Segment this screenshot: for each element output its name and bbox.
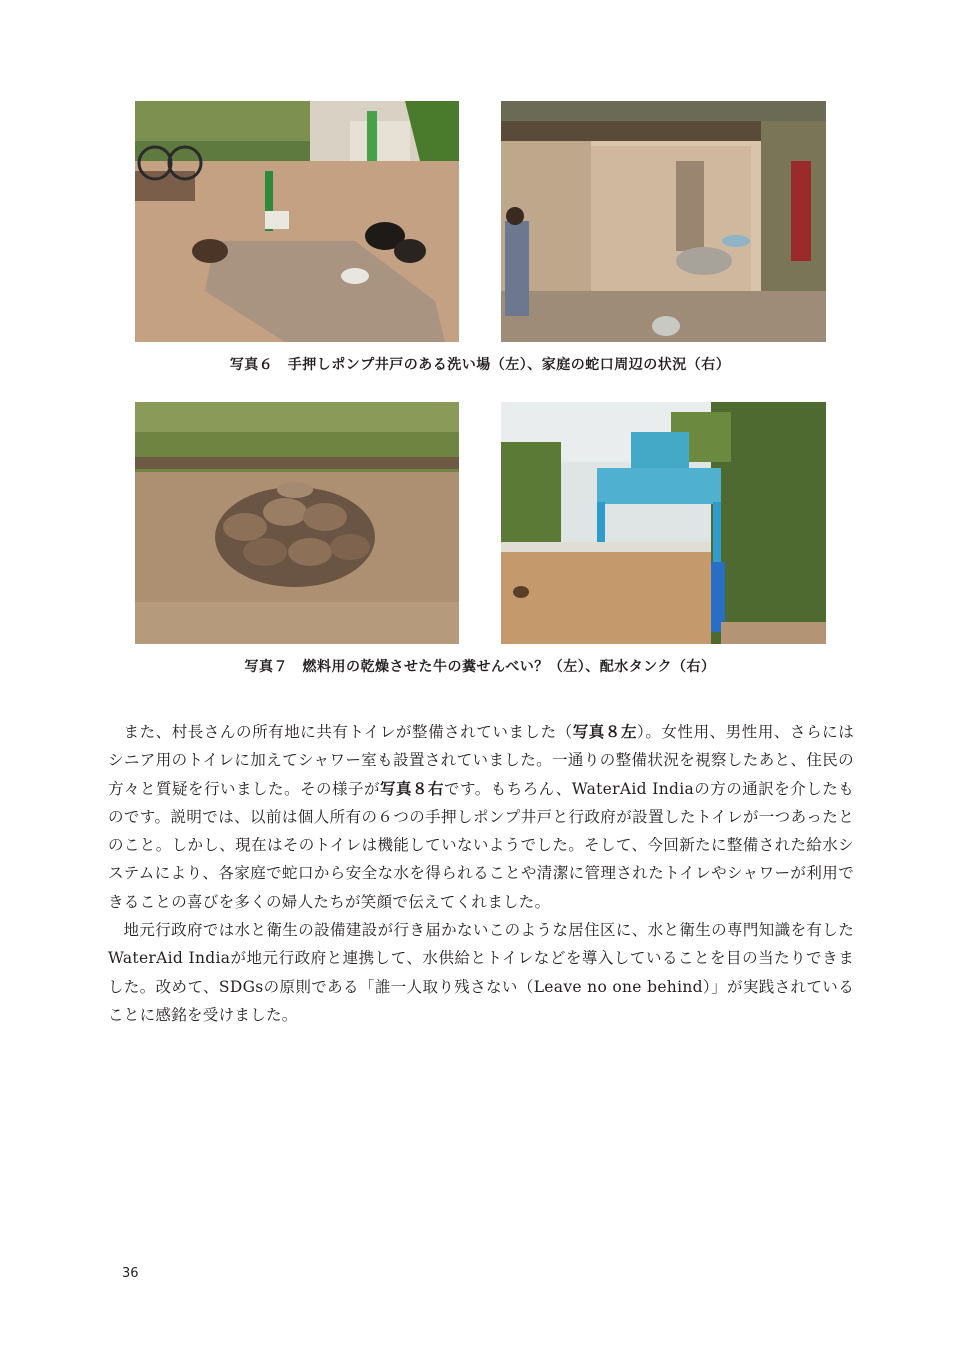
- body-text: [108, 718, 854, 1029]
- photo-6-left: [135, 101, 459, 342]
- figure-7-caption: 写真７ 燃料用の乾燥させた牛の糞せんべい？（左）、配水タンク（右）: [244, 659, 716, 675]
- photo-8-left-reference: 写真８左: [572, 723, 638, 741]
- paragraph-1: また、村長さんの所有地に共有トイレが整備されていました（写真８左）。女性用、男性用、さらにはシニア用のトイレに加えてシャワー室も設置されていました。一通りの整備状況を視察したあと、住民の方々と質疑を行いました。その様子が写真８右です。もちろん、WaterAid Indiaの方の通訳を介したものです。説明では、以前は個人所有の６つの手押しポンプ井戸と行政府が設置したトイレが一つあったとのこと。しかし、現在はそのトイレは機能していないようでした。そして、今回新たに整備された給水システムにより、各家庭で蛇口から安全な水を得られることや清潔に管理されたトイレやシャワーが利用できることの喜びを多くの婦人たちが笑顔で伝えてくれました。: [108, 723, 855, 911]
- photo-8-right-reference: 写真８右: [380, 779, 445, 798]
- photo-7-left: [135, 402, 459, 644]
- page-number: 36: [122, 1266, 139, 1281]
- paragraph-2: 地元行政府では水と衛生の設備建設が行き届かないこのような居住区に、水と衛生の専門知識を有したWaterAid Indiaが地元行政府と連携して、水供給とトイレなどを導入していることを目の当たりできました。改めて、SDGsの原則である「誰一人取り残さない（Leave no one behind）」が実践されていることに感銘を受けました。: [108, 921, 854, 1024]
- figure-6-caption: 写真６ 手押しポンプ井戸のある洗い場（左）、家庭の蛇口周辺の状況（右）: [229, 357, 731, 373]
- photo-7-right: [501, 402, 826, 644]
- photo-6-right: [501, 101, 826, 342]
